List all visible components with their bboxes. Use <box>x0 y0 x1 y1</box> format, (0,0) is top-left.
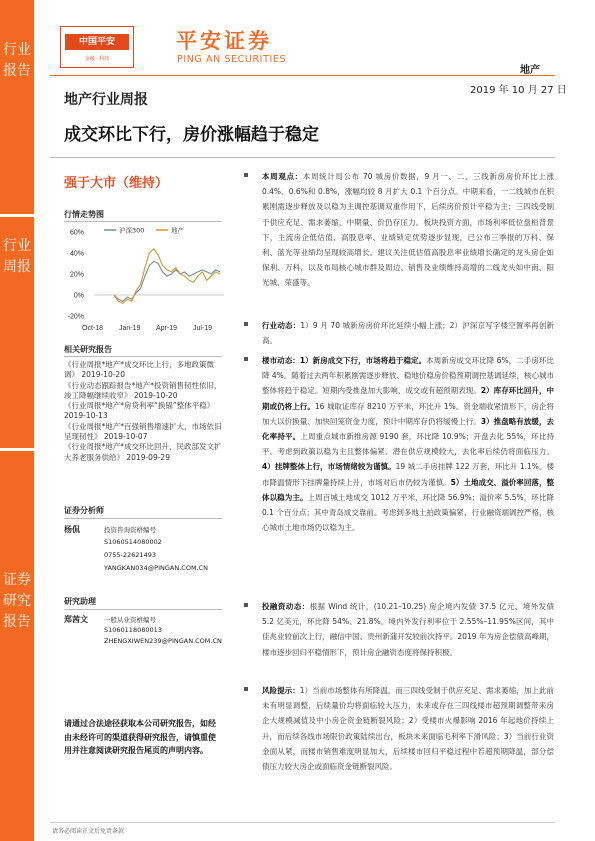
industry-tag: 地产 <box>520 65 540 76</box>
bullet-heading: 行业动态： <box>262 321 301 330</box>
bullet-body <box>262 599 554 660</box>
analyst-card <box>64 524 224 584</box>
sidebar-label-industry-report: 行业报告 <box>3 42 31 79</box>
section-divider <box>64 221 222 222</box>
assistant-name: 郑茜文 <box>64 615 88 624</box>
bullet-heading: 风险提示： <box>262 686 300 695</box>
assistant-email: ZHENGXIWEN239@PINGAN.COM.CN <box>104 637 222 645</box>
related-report-item: 《行业周报*地产*成交环比回升，民政部发文扩大养老服务供给》 2019-09-29 <box>64 442 222 462</box>
logo-mark-text: 中国平安 <box>65 34 129 50</box>
bullet-text: 根据 Wind 统计，(10.21–10.25) 房企境内发债 37.5 亿元、境外发债 5.2 亿美元，环比降 54%、21.8%。境内外发行利率位于 2.55%–11.95%区间，其中佳兆业较前次上行，融信中国、贵州新蒲开发较前次持平。2019 年为房企偿债高峰期，楼市逐步回归平稳情形下，预计房企融资态度将保持积极。 <box>262 602 555 657</box>
related-section-title: 相关研究报告 <box>64 345 112 354</box>
legend-label: 沪深300 <box>119 226 145 235</box>
bullet-square-icon <box>244 173 248 177</box>
ping-an-group-logo <box>60 26 134 68</box>
x-tick-label: Jan-19 <box>119 325 141 332</box>
logo-sub-text: 金融 · 科技 <box>84 56 110 62</box>
bullet-text: 本周新房成交环比降 6%，二手房环比降 4%。随着过去两年积累刚需逐步释放、稳地价稳房价稳预期调控基调延续，核心城市整体将趋于稳定。短期内受推盘加大影响，成交或有超预期表现。 <box>262 356 554 396</box>
analyst-license-id: S1060514080002 <box>104 538 162 546</box>
trend-chart <box>64 224 229 334</box>
y-tick-label: -20% <box>67 313 84 321</box>
sidebar <box>0 0 34 841</box>
analyst-section-title: 证券分析师 <box>64 506 104 515</box>
assistant-card <box>64 614 224 674</box>
y-tick-label: 0% <box>73 292 84 300</box>
bullet-heading: 楼市动态： <box>262 356 300 365</box>
bullet-heading: 投融资动态： <box>262 602 310 611</box>
x-tick-label: Oct-18 <box>82 325 104 332</box>
title-divider <box>50 157 555 158</box>
related-report-list <box>64 360 222 463</box>
bullet-text: 本周统计局公布 70 城房价数据，9 月一、二、三线新房房价环比上涨 0.4%、0.6%和 0.8%，涨幅均较 8 月扩大 0.1 个百分点。中期来看，一二线城市在积累刚需逐步释放及以稳为主调控基调双重作用下，后续房价预计平稳为主；三四线受制于供应充足、需求萎缩，中期量、价仍存压力。板块投资方面，市场利率低位盘桓背景下，主流房企低估值、高股息率、业绩锁定优势逐步显现，已公布三季报的万科、保利、蓝光等业绩均呈现较高增长。建议关注低估值高股息率业绩增长确定的龙头房企如保利、万科，以及布局核心城市群及周边、销售及业绩维持高增的二线龙头如中南、阳光城、荣盛等。 <box>262 172 555 288</box>
sidebar-label-weekly: 行业周报 <box>3 238 31 275</box>
sidebar-divider <box>0 448 34 451</box>
analyst-phone: 0755-22621493 <box>104 551 156 559</box>
assistant-title: 一般从业资格编号 <box>104 616 156 624</box>
footer-note: 请务必阅读正文后免责条款 <box>52 828 125 835</box>
related-report-item: 《行业动态跟踪报告*地产*投资销售韧性依旧，竣工降幅继续收窄》 2019-10-20 <box>64 380 222 400</box>
assistant-license-id: S1060118080013 <box>104 626 162 634</box>
analyst-name: 杨侃 <box>64 525 80 534</box>
bullet-text: 上周百城土地成交 1012 万平米，环比降 56.9%；溢价率 5.5%，环比降 0.1 个百分点；其中青岛成交靠前。考虑到多地土拍政策偏紧、行业融资端调控严格，核心城市土地市场仍以稳为主。 <box>262 492 554 533</box>
bullet-square-icon <box>244 687 248 691</box>
series-line-hs300 <box>114 261 220 301</box>
y-tick-label: 60% <box>69 229 84 237</box>
bullet-text: 上周重点城市新推房源 9190 套，环比降 10.9%；开盘去化 55%，环比持平。考虑到政策以稳为主且整体偏紧、潜在供应规模较大，去化率后续仍将面临压力。 <box>262 432 555 457</box>
bullet-square-icon <box>244 603 248 607</box>
bullet-body <box>262 169 554 291</box>
sidebar-label-securities-research: 证券研究报告 <box>3 572 31 630</box>
section-divider <box>64 356 222 357</box>
related-report-item: 《行业周报*地产*百强销售增速扩大，市场依旧呈现韧性》 2019-10-07 <box>64 421 222 442</box>
bullet-heading: 1）新房成交下行，市场将趋于稳定。 <box>299 356 427 365</box>
x-tick-label: Apr-19 <box>156 325 178 332</box>
section-divider <box>64 609 222 610</box>
footer-divider <box>50 822 555 823</box>
related-report-item: 《行业周报*地产*成交环比上行，多地政策微调》 2019-10-20 <box>64 360 214 380</box>
legend-label: 地产 <box>171 226 184 235</box>
header-divider <box>50 75 555 76</box>
bullet-heading: 5）土地成交、溢价率回落，整体以稳为主。 <box>262 477 554 502</box>
bullet-square-icon <box>244 357 248 361</box>
y-tick-label: 20% <box>69 271 84 279</box>
report-date: 2019 年 10 月 27 日 <box>470 85 567 96</box>
report-type: 地产行业周报 <box>64 92 148 108</box>
bullet-heading: 2）库存环比回升，中期或仍将上行。 <box>262 386 554 411</box>
bullet-body <box>262 318 554 348</box>
brand-name-cn: 平安证券 <box>176 29 272 53</box>
bullet-text: 16 城取证库存 8210 万平米，环比升 1%。资金端收紧情形下，房企将加大以价换量、加快回笼资金力度，预计中期库存仍将缓慢上行。 <box>262 401 554 426</box>
bullet-heading: 本周观点： <box>262 172 303 181</box>
analyst-email: YANGKAN034@PINGAN.COM.CN <box>104 564 209 572</box>
y-tick-label: 40% <box>69 250 84 258</box>
bullet-body <box>262 683 554 774</box>
disclaimer: 请通过合法途径获取本公司研究报告，如经由未经许可的渠道获得研究报告，请慎重使用并注意阅读研究报告尾页的声明内容。 <box>64 719 216 755</box>
related-report-item: 《行业周报*地产*房贷利率“换锚”整体平稳》 2019-10-13 <box>64 401 215 421</box>
brand-name-en: PING AN SECURITIES <box>177 54 287 65</box>
section-divider <box>64 518 222 519</box>
bullet-heading: 4）挂牌整体上行，市场情绪较为谨慎。 <box>262 462 396 472</box>
bullet-text: 19 城二手房挂牌 122 万套，环比升 1.1%。楼市降温情形下挂牌量持续上升，市场对后市仍较为谨慎。 <box>262 462 555 487</box>
assistant-section-title: 研究助理 <box>64 597 96 606</box>
x-tick-label: Jul-19 <box>193 325 213 332</box>
report-title: 成交环比下行，房价涨幅趋于稳定 <box>64 125 319 145</box>
analyst-title: 投资咨询资格编号 <box>104 526 156 534</box>
bullet-heading: 3）推盘略有放缓，去化率持平。 <box>262 416 554 442</box>
bullet-text: 1）当前市场整体有所降温，而三四线受制于供应充足、需求萎缩，加上此前未有明显调整，后续量价均将面临较大压力，未来或存在三四线楼市超预期调整带来房企大规模减值及中小房企资金链断裂风险；2）受楼市火爆影响 2016 年起地价持续上升，而后续各线市场限价政策陆续出台，板块未来面临毛利率下滑风险；3）当前行业资金面从紧，而楼市销售难度明显加大，后续楼市回归平稳过程中若超预期降温，部分偿债压力较大房企或面临资金链断裂风险。 <box>262 686 554 772</box>
sidebar-divider <box>0 214 34 217</box>
rating: 强于大市（维持） <box>64 176 169 191</box>
bullet-square-icon <box>244 322 248 326</box>
bullet-text: 1）9 月 70 城新房房价环比延续小幅上涨；2）沪深京写字楼空置率再创新高。 <box>262 321 554 346</box>
trend-section-title: 行情走势图 <box>64 210 104 219</box>
bullet-body <box>262 353 554 535</box>
